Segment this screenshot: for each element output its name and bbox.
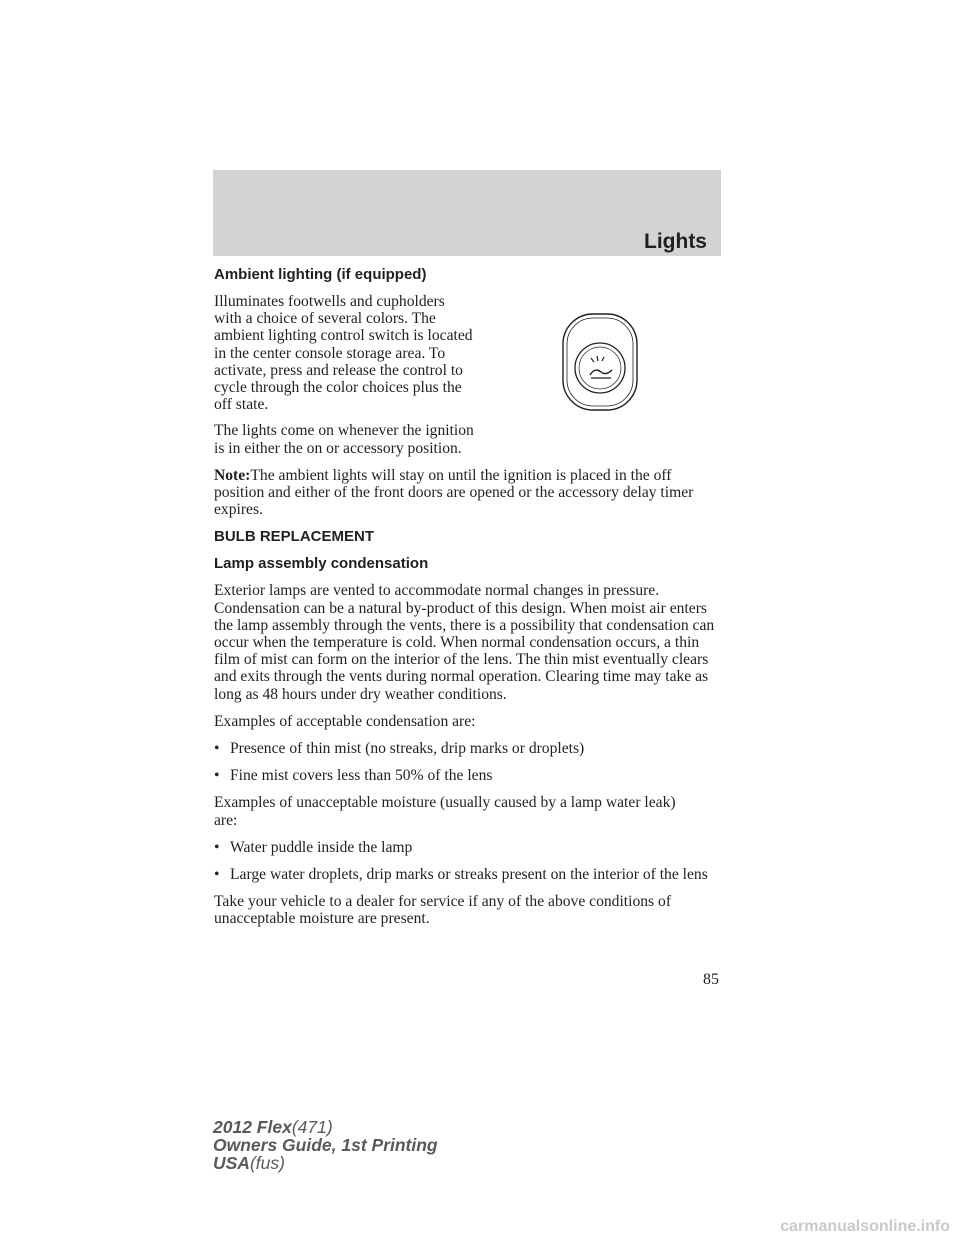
bullet-icon: • (214, 740, 220, 758)
list-item: • Water puddle inside the lamp (214, 838, 413, 856)
section-title: Lights (644, 230, 707, 253)
ambient-note (214, 467, 724, 519)
acceptable-intro: Examples of acceptable condensation are: (214, 712, 476, 730)
footer-guide: Owners Guide, 1st Printing (213, 1135, 438, 1155)
bullet-icon: • (214, 866, 220, 884)
footer-model: 2012 Flex (213, 1117, 292, 1137)
bullet-icon: • (214, 767, 220, 785)
note-label: Note: (214, 466, 251, 484)
unacceptable-intro: Examples of unacceptable moisture (usually caused by a lamp water leak) are: (214, 794, 676, 829)
bulb-replacement-heading: BULB REPLACEMENT (214, 528, 374, 546)
condensation-heading: Lamp assembly condensation (214, 555, 429, 573)
ambient-ignition-text: The lights come on whenever the ignition is in either the on or accessory position. (214, 422, 474, 457)
list-item: • Large water droplets, drip marks or streaks present on the interior of the lens (214, 866, 708, 884)
page-body (214, 266, 724, 938)
note-text: The ambient lights will stay on until the ignition is placed in the off position and either of the front doors are opened or the accessory delay timer expires. (214, 466, 694, 519)
footer-market-code: (fus) (249, 1153, 285, 1173)
footer-model-code: (471) (291, 1117, 333, 1137)
ambient-heading: Ambient lighting (if equipped) (214, 266, 427, 283)
bullet-icon: • (214, 838, 220, 856)
closing-text: Take your vehicle to a dealer for service if any of the above conditions of unacceptable moisture are present. (214, 893, 672, 928)
list-item: • Fine mist covers less than 50% of the lens (214, 767, 493, 785)
watermark: carmanualsonline.info (780, 1218, 950, 1235)
ambient-description: Illuminates footwells and cupholders with a choice of several colors. The ambient lighting control switch is located in the center console storage area. To activate, press and release the control to cycle through the color choices plus the off state. (214, 293, 473, 414)
footer-market: USA (213, 1153, 250, 1173)
print-footer (213, 1118, 438, 1172)
list-item: • Presence of thin mist (no streaks, drip marks or droplets) (214, 740, 585, 758)
section-header-band (213, 170, 721, 256)
condensation-description: Exterior lamps are vented to accommodate normal changes in pressure. Condensation can be a natural by-product of this design. When moist air enters the lamp assembly through the vents, there is a possibility that condensation can occur when the temperature is cold. When normal condensation occurs, a thin film of mist can form on the interior of the lens. The thin mist eventually clears and exits through the vents during normal operation. Clearing time may take as long as 48 hours under dry weather conditions. (214, 582, 715, 703)
page-number: 85 (703, 971, 719, 988)
